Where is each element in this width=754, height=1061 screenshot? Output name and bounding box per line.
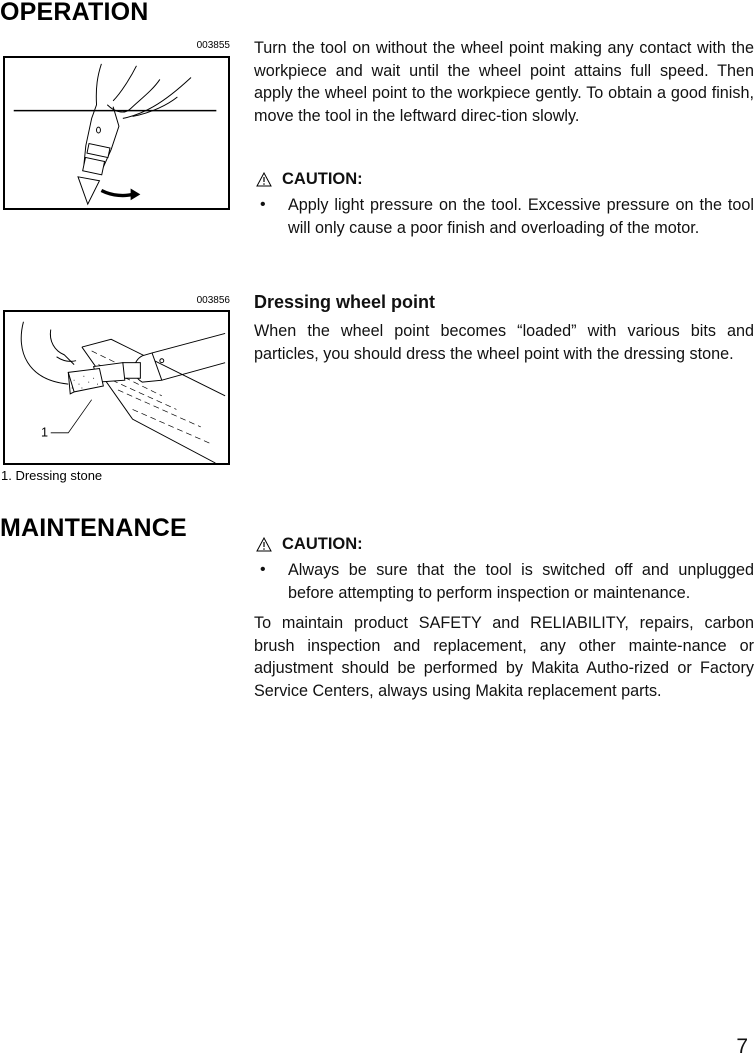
figure-code: 003855 (196, 40, 230, 51)
caution-label: CAUTION: (282, 170, 363, 188)
dressing-paragraph: When the wheel point becomes “loaded” with various bits and particles, you should dress the wheel point with the dressing stone. (254, 322, 754, 363)
callout-number: 1 (41, 425, 49, 440)
warning-triangle-icon (256, 172, 272, 187)
caution-bullet (254, 559, 754, 604)
caution-bullet (254, 194, 754, 239)
dressing-illustration-icon (5, 312, 228, 463)
grinder-wheel-point-illustration (3, 56, 230, 210)
grinder-illustration-icon (5, 58, 228, 208)
subheading-dressing: Dressing wheel point (254, 292, 436, 312)
bullet-icon: • (260, 196, 266, 213)
operation-intro (254, 37, 754, 127)
operation-paragraph: Turn the tool on without the wheel point making any contact with the workpiece and wait until the wheel point attains full speed. Then apply the wheel point to the workpiece gently. To obtain a good finish, move the tool in the leftward direc-tion slowly. (254, 39, 754, 125)
dressing-section (254, 292, 754, 365)
caution-bullet-text: Apply light pressure on the tool. Excessive pressure on the tool will only cause a poor finish and overloading of the motor. (288, 196, 754, 237)
warning-triangle-icon (256, 537, 272, 552)
caution-heading (254, 170, 754, 189)
page-number: 7 (736, 1035, 748, 1058)
caution-heading (254, 535, 754, 554)
caution-block-operation (254, 170, 754, 239)
figure-code: 003856 (196, 295, 230, 306)
figure-caption: 1. Dressing stone (1, 468, 103, 483)
caution-bullet-text: Always be sure that the tool is switched off and unplugged before attempting to perform inspection or maintenance. (288, 561, 754, 602)
caution-label: CAUTION: (282, 535, 363, 553)
section-title-operation: OPERATION (0, 0, 149, 26)
section-title-maintenance: MAINTENANCE (0, 514, 187, 542)
dressing-stone-illustration (3, 310, 230, 465)
bullet-icon: • (260, 561, 266, 578)
maintenance-paragraph: To maintain product SAFETY and RELIABILITY, repairs, carbon brush inspection and replacement, any other mainte-nance or adjustment should be performed by Makita Autho-rized or Factory Service Centers, always using Makita replacement parts. (254, 614, 754, 700)
caution-block-maintenance (254, 535, 754, 703)
